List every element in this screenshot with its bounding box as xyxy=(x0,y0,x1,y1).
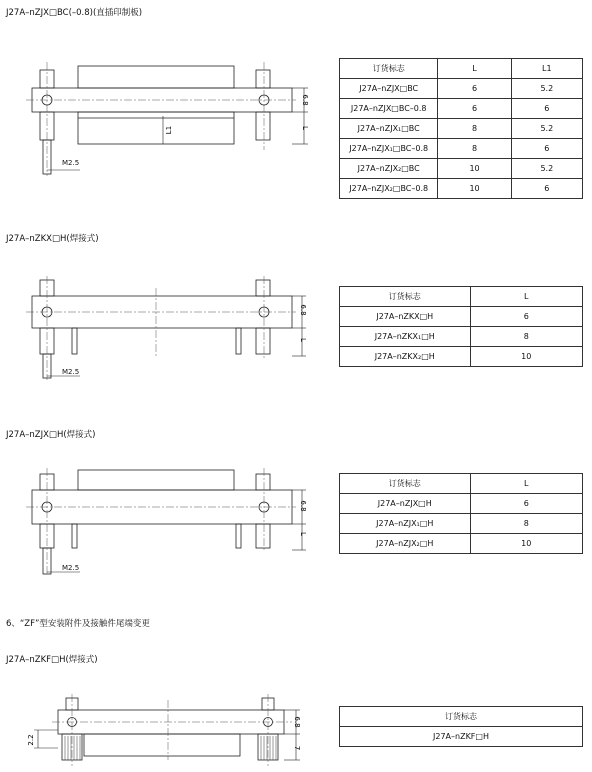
col-header: L xyxy=(438,59,511,79)
table-cell: J27A–nZJX₁□H xyxy=(340,514,471,534)
table-cell: L xyxy=(470,287,582,307)
table-cell: 6 xyxy=(470,307,582,327)
dim-label-l: L xyxy=(301,126,309,130)
dim-label-2-2: 2.2 xyxy=(27,734,35,746)
table-cell: J27A–nZKF□H xyxy=(340,727,583,747)
table-cell: 6 xyxy=(438,99,511,119)
table-cell: J27A–nZJX₂□BC xyxy=(340,159,438,179)
dim-label-7: 7 xyxy=(293,745,301,751)
table-cell: 10 xyxy=(470,347,582,367)
dim-label-height: 6.8 xyxy=(299,304,307,316)
table-cell: L xyxy=(470,474,582,494)
section-title: J27A–nZJX□H(焊接式) xyxy=(6,430,96,440)
table-cell: J27A–nZJX₁□BC–0.8 xyxy=(340,139,438,159)
table-cell: J27A–nZJX□BC–0.8 xyxy=(340,99,438,119)
table-cell: J27A–nZJX₂□H xyxy=(340,534,471,554)
table-cell: 8 xyxy=(470,327,582,347)
table-cell: 6 xyxy=(511,99,582,119)
table-cell: 5.2 xyxy=(511,159,582,179)
section-title: J27A–nZKF□H(焊接式) xyxy=(6,655,98,665)
dimension-label xyxy=(288,740,301,756)
table-cell: J27A–nZKX₂□H xyxy=(340,347,471,367)
table-cell: 订货标志 xyxy=(340,707,583,727)
dim-label-l: L xyxy=(299,532,307,536)
table-cell: 10 xyxy=(470,534,582,554)
table-cell: 订货标志 xyxy=(340,474,471,494)
section-heading: 6、“ZF”型安装附件及接触件尾端变更 xyxy=(6,619,150,629)
table-cell: J27A–nZJX□BC xyxy=(340,79,438,99)
table-cell: 6 xyxy=(470,494,582,514)
table-cell: 5.2 xyxy=(511,79,582,99)
table-cell: 8 xyxy=(438,119,511,139)
table-row xyxy=(340,727,583,747)
table-header-row xyxy=(340,707,583,727)
dim-label-height: 6.8 xyxy=(301,94,309,106)
table-cell: 8 xyxy=(438,139,511,159)
section-title: J27A–nZKX□H(焊接式) xyxy=(6,234,99,244)
thread-label: M2.5 xyxy=(62,564,80,572)
table-cell: J27A–nZKX₁□H xyxy=(340,327,471,347)
dim-label-height: 6.8 xyxy=(293,716,301,728)
section-title: J27A–nZJX□BC(–0.8)(直插印制板) xyxy=(6,8,143,18)
table-cell: 6 xyxy=(438,79,511,99)
table-cell: J27A–nZJX₂□BC–0.8 xyxy=(340,179,438,199)
thread-label: M2.5 xyxy=(62,159,80,167)
dim-label-l1: L1 xyxy=(165,125,173,135)
table-cell: J27A–nZJX□H xyxy=(340,494,471,514)
table-cell: 10 xyxy=(438,159,511,179)
table-cell: 8 xyxy=(470,514,582,534)
dimension-label xyxy=(28,732,38,748)
dimension-label xyxy=(288,714,301,730)
table-cell: 6 xyxy=(511,139,582,159)
table-cell: J27A–nZKX□H xyxy=(340,307,471,327)
col-header: L1 xyxy=(511,59,582,79)
dim-label-height: 6.8 xyxy=(299,500,307,512)
thread-label: M2.5 xyxy=(62,368,80,376)
table-cell: J27A–nZJX₁□BC xyxy=(340,119,438,139)
table-cell: 5.2 xyxy=(511,119,582,139)
table-cell: 6 xyxy=(511,179,582,199)
table-cell: 订货标志 xyxy=(340,287,471,307)
order-table-6 xyxy=(339,706,583,747)
dim-label-l: L xyxy=(299,338,307,342)
col-header: 订货标志 xyxy=(340,59,438,79)
table-cell: 10 xyxy=(438,179,511,199)
